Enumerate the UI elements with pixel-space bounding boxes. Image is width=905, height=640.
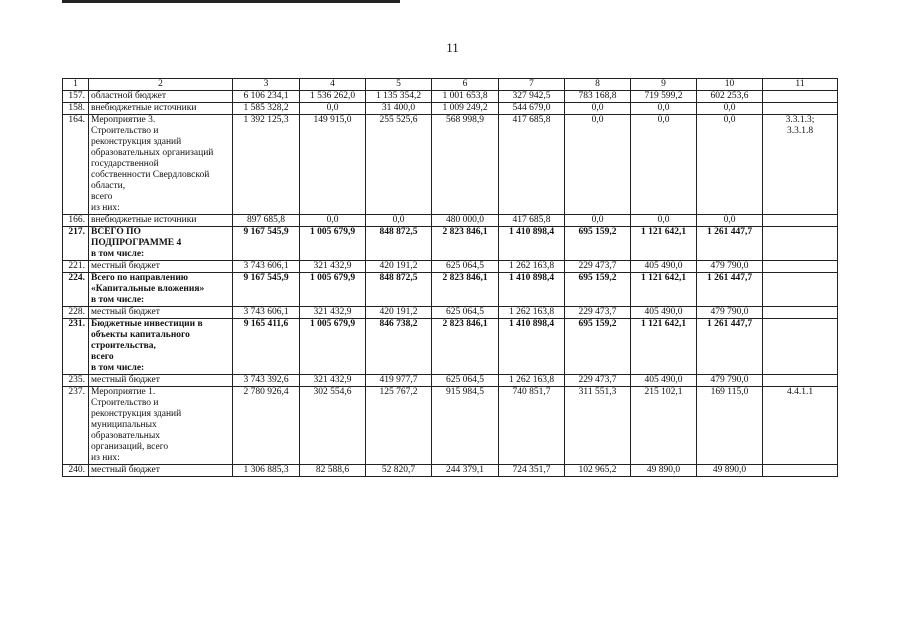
table-row <box>63 115 838 215</box>
description-line: внебюджетные источники <box>91 215 197 225</box>
value-cell: 419 977,7 <box>366 375 432 387</box>
value-cell: 0,0 <box>697 115 763 215</box>
table-row <box>63 319 838 375</box>
value-cell: 215 102,1 <box>631 387 697 465</box>
value-cell: 405 490,0 <box>631 375 697 387</box>
value-cell: 0,0 <box>631 115 697 215</box>
value-cell: 695 159,2 <box>565 319 631 375</box>
value-cell: 49 890,0 <box>697 465 763 477</box>
table-row <box>63 273 838 307</box>
row-description <box>89 261 233 273</box>
col-header: 7 <box>499 79 565 91</box>
description-line: Всего по направлению <box>91 273 189 283</box>
value-cell: 479 790,0 <box>697 375 763 387</box>
table-row <box>63 387 838 465</box>
row-number: 228. <box>63 307 89 319</box>
value-cell: 0,0 <box>697 103 763 115</box>
value-cell: 2 823 846,1 <box>432 319 499 375</box>
value-cell: 625 064,5 <box>432 261 499 273</box>
value-cell: 695 159,2 <box>565 273 631 307</box>
description-line: образовательных организаций <box>91 148 214 158</box>
row-number: 240. <box>63 465 89 477</box>
row-description <box>89 103 233 115</box>
value-cell: 480 000,0 <box>432 215 499 227</box>
value-cell: 544 679,0 <box>499 103 565 115</box>
description-line: местный бюджет <box>91 261 160 271</box>
value-cell: 1 005 679,9 <box>300 273 366 307</box>
value-cell: 1 262 163,8 <box>499 307 565 319</box>
value-cell: 479 790,0 <box>697 307 763 319</box>
col-header: 6 <box>432 79 499 91</box>
reference-cell <box>763 115 838 215</box>
value-cell: 2 823 846,1 <box>432 273 499 307</box>
value-cell: 1 001 653,8 <box>432 91 499 103</box>
description-line: всего <box>91 352 114 362</box>
value-cell: 848 872,5 <box>366 273 432 307</box>
value-cell: 9 165 411,6 <box>233 319 300 375</box>
header-row <box>63 79 838 91</box>
value-cell: 417 685,8 <box>499 215 565 227</box>
row-number: 235. <box>63 375 89 387</box>
row-description <box>89 215 233 227</box>
value-cell: 1 410 898,4 <box>499 227 565 261</box>
description-line: реконструкция зданий <box>91 409 182 419</box>
value-cell: 625 064,5 <box>432 307 499 319</box>
description-line: ВСЕГО ПО <box>91 227 141 237</box>
table-row <box>63 103 838 115</box>
row-number: 237. <box>63 387 89 465</box>
value-cell: 1 536 262,0 <box>300 91 366 103</box>
value-cell: 1 261 447,7 <box>697 319 763 375</box>
value-cell: 848 872,5 <box>366 227 432 261</box>
description-line: в том числе: <box>91 295 145 305</box>
value-cell: 1 410 898,4 <box>499 273 565 307</box>
table-body <box>63 91 838 477</box>
row-description <box>89 387 233 465</box>
row-number: 166. <box>63 215 89 227</box>
value-cell: 9 167 545,9 <box>233 273 300 307</box>
value-cell: 1 261 447,7 <box>697 227 763 261</box>
value-cell: 0,0 <box>300 215 366 227</box>
value-cell: 417 685,8 <box>499 115 565 215</box>
value-cell: 740 851,7 <box>499 387 565 465</box>
description-line: муниципальных <box>91 420 157 430</box>
value-cell: 719 599,2 <box>631 91 697 103</box>
table-row <box>63 465 838 477</box>
budget-table <box>62 78 838 477</box>
value-cell: 244 379,1 <box>432 465 499 477</box>
value-cell: 0,0 <box>300 103 366 115</box>
description-line: образовательных <box>91 431 160 441</box>
col-header: 9 <box>631 79 697 91</box>
value-cell: 1 261 447,7 <box>697 273 763 307</box>
value-cell: 229 473,7 <box>565 261 631 273</box>
value-cell: 405 490,0 <box>631 261 697 273</box>
value-cell: 3 743 606,1 <box>233 261 300 273</box>
value-cell: 321 432,9 <box>300 375 366 387</box>
value-cell: 9 167 545,9 <box>233 227 300 261</box>
reference-cell <box>763 261 838 273</box>
row-description <box>89 307 233 319</box>
value-cell: 1 121 642,1 <box>631 319 697 375</box>
description-line: всего <box>91 192 113 202</box>
value-cell: 1 392 125,3 <box>233 115 300 215</box>
value-cell: 0,0 <box>366 215 432 227</box>
description-line: из них: <box>91 203 120 213</box>
value-cell: 0,0 <box>565 215 631 227</box>
value-cell: 1 410 898,4 <box>499 319 565 375</box>
row-number: 158. <box>63 103 89 115</box>
reference-cell <box>763 465 838 477</box>
top-rule <box>62 0 400 3</box>
value-cell: 102 965,2 <box>565 465 631 477</box>
table-row <box>63 91 838 103</box>
table-row <box>63 375 838 387</box>
description-line: реконструкция зданий <box>91 137 182 147</box>
value-cell: 255 525,6 <box>366 115 432 215</box>
col-header: 2 <box>89 79 233 91</box>
value-cell: 1 585 328,2 <box>233 103 300 115</box>
row-number: 221. <box>63 261 89 273</box>
value-cell: 420 191,2 <box>366 261 432 273</box>
value-cell: 420 191,2 <box>366 307 432 319</box>
description-line: Строительство и <box>91 398 159 408</box>
value-cell: 49 890,0 <box>631 465 697 477</box>
value-cell: 479 790,0 <box>697 261 763 273</box>
description-line: в том числе: <box>91 363 145 373</box>
value-cell: 0,0 <box>565 103 631 115</box>
description-line: местный бюджет <box>91 375 160 385</box>
col-header: 10 <box>697 79 763 91</box>
reference-cell <box>763 387 838 465</box>
value-cell: 783 168,8 <box>565 91 631 103</box>
value-cell: 1 262 163,8 <box>499 261 565 273</box>
value-cell: 568 998,9 <box>432 115 499 215</box>
reference-line: 3.3.1.3; <box>785 115 815 125</box>
value-cell: 695 159,2 <box>565 227 631 261</box>
description-line: объекты капитального <box>91 330 190 340</box>
value-cell: 1 005 679,9 <box>300 319 366 375</box>
value-cell: 321 432,9 <box>300 307 366 319</box>
value-cell: 915 984,5 <box>432 387 499 465</box>
reference-line: 3.3.1.8 <box>786 126 814 136</box>
value-cell: 625 064,5 <box>432 375 499 387</box>
row-description <box>89 115 233 215</box>
description-line: из них: <box>91 453 120 463</box>
row-description <box>89 227 233 261</box>
description-line: ПОДПРОГРАММЕ 4 <box>91 238 182 248</box>
table-row <box>63 261 838 273</box>
col-header: 8 <box>565 79 631 91</box>
table-row <box>63 227 838 261</box>
value-cell: 125 767,2 <box>366 387 432 465</box>
value-cell: 1 135 354,2 <box>366 91 432 103</box>
description-line: «Капитальные вложения» <box>91 284 205 294</box>
value-cell: 897 685,8 <box>233 215 300 227</box>
description-line: местный бюджет <box>91 465 160 475</box>
value-cell: 149 915,0 <box>300 115 366 215</box>
description-line: собственности Свердловской <box>91 170 210 180</box>
col-header: 4 <box>300 79 366 91</box>
value-cell: 0,0 <box>565 115 631 215</box>
reference-cell <box>763 91 838 103</box>
value-cell: 0,0 <box>697 215 763 227</box>
description-line: Мероприятие 1. <box>91 387 156 397</box>
value-cell: 229 473,7 <box>565 307 631 319</box>
description-line: Мероприятие 3. <box>91 115 156 125</box>
value-cell: 52 820,7 <box>366 465 432 477</box>
row-number: 157. <box>63 91 89 103</box>
row-description <box>89 319 233 375</box>
reference-cell <box>763 215 838 227</box>
row-description <box>89 375 233 387</box>
value-cell: 82 588,6 <box>300 465 366 477</box>
value-cell: 3 743 392,6 <box>233 375 300 387</box>
row-number: 217. <box>63 227 89 261</box>
value-cell: 2 823 846,1 <box>432 227 499 261</box>
row-number: 231. <box>63 319 89 375</box>
value-cell: 2 780 926,4 <box>233 387 300 465</box>
value-cell: 0,0 <box>631 215 697 227</box>
table-row <box>63 215 838 227</box>
reference-line: 4.4.1.1 <box>786 387 814 397</box>
value-cell: 1 009 249,2 <box>432 103 499 115</box>
value-cell: 1 262 163,8 <box>499 375 565 387</box>
value-cell: 229 473,7 <box>565 375 631 387</box>
description-line: внебюджетные источники <box>91 103 197 113</box>
value-cell: 321 432,9 <box>300 261 366 273</box>
value-cell: 0,0 <box>631 103 697 115</box>
page-number: 11 <box>446 40 459 55</box>
value-cell: 405 490,0 <box>631 307 697 319</box>
value-cell: 724 351,7 <box>499 465 565 477</box>
value-cell: 169 115,0 <box>697 387 763 465</box>
value-cell: 1 121 642,1 <box>631 227 697 261</box>
description-line: в том числе: <box>91 249 145 259</box>
description-line: области, <box>91 181 126 191</box>
description-line: строительства, <box>91 341 156 351</box>
reference-cell <box>763 307 838 319</box>
row-number: 224. <box>63 273 89 307</box>
row-description <box>89 465 233 477</box>
reference-cell <box>763 319 838 375</box>
reference-cell <box>763 375 838 387</box>
reference-cell <box>763 227 838 261</box>
table-row <box>63 307 838 319</box>
row-number: 164. <box>63 115 89 215</box>
description-line: организаций, всего <box>91 442 169 452</box>
description-line: Строительство и <box>91 126 159 136</box>
value-cell: 1 121 642,1 <box>631 273 697 307</box>
value-cell: 602 253,6 <box>697 91 763 103</box>
value-cell: 6 106 234,1 <box>233 91 300 103</box>
description-line: местный бюджет <box>91 307 160 317</box>
value-cell: 3 743 606,1 <box>233 307 300 319</box>
col-header: 1 <box>63 79 89 91</box>
description-line: государственной <box>91 159 159 169</box>
row-description <box>89 273 233 307</box>
description-line: областной бюджет <box>91 91 167 101</box>
value-cell: 1 005 679,9 <box>300 227 366 261</box>
description-line: Бюджетные инвестиции в <box>91 319 203 329</box>
col-header: 5 <box>366 79 432 91</box>
row-description <box>89 91 233 103</box>
reference-cell <box>763 273 838 307</box>
value-cell: 846 738,2 <box>366 319 432 375</box>
value-cell: 311 551,3 <box>565 387 631 465</box>
value-cell: 31 400,0 <box>366 103 432 115</box>
value-cell: 327 942,5 <box>499 91 565 103</box>
reference-cell <box>763 103 838 115</box>
col-header: 11 <box>763 79 838 91</box>
col-header: 3 <box>233 79 300 91</box>
value-cell: 302 554,6 <box>300 387 366 465</box>
value-cell: 1 306 885,3 <box>233 465 300 477</box>
